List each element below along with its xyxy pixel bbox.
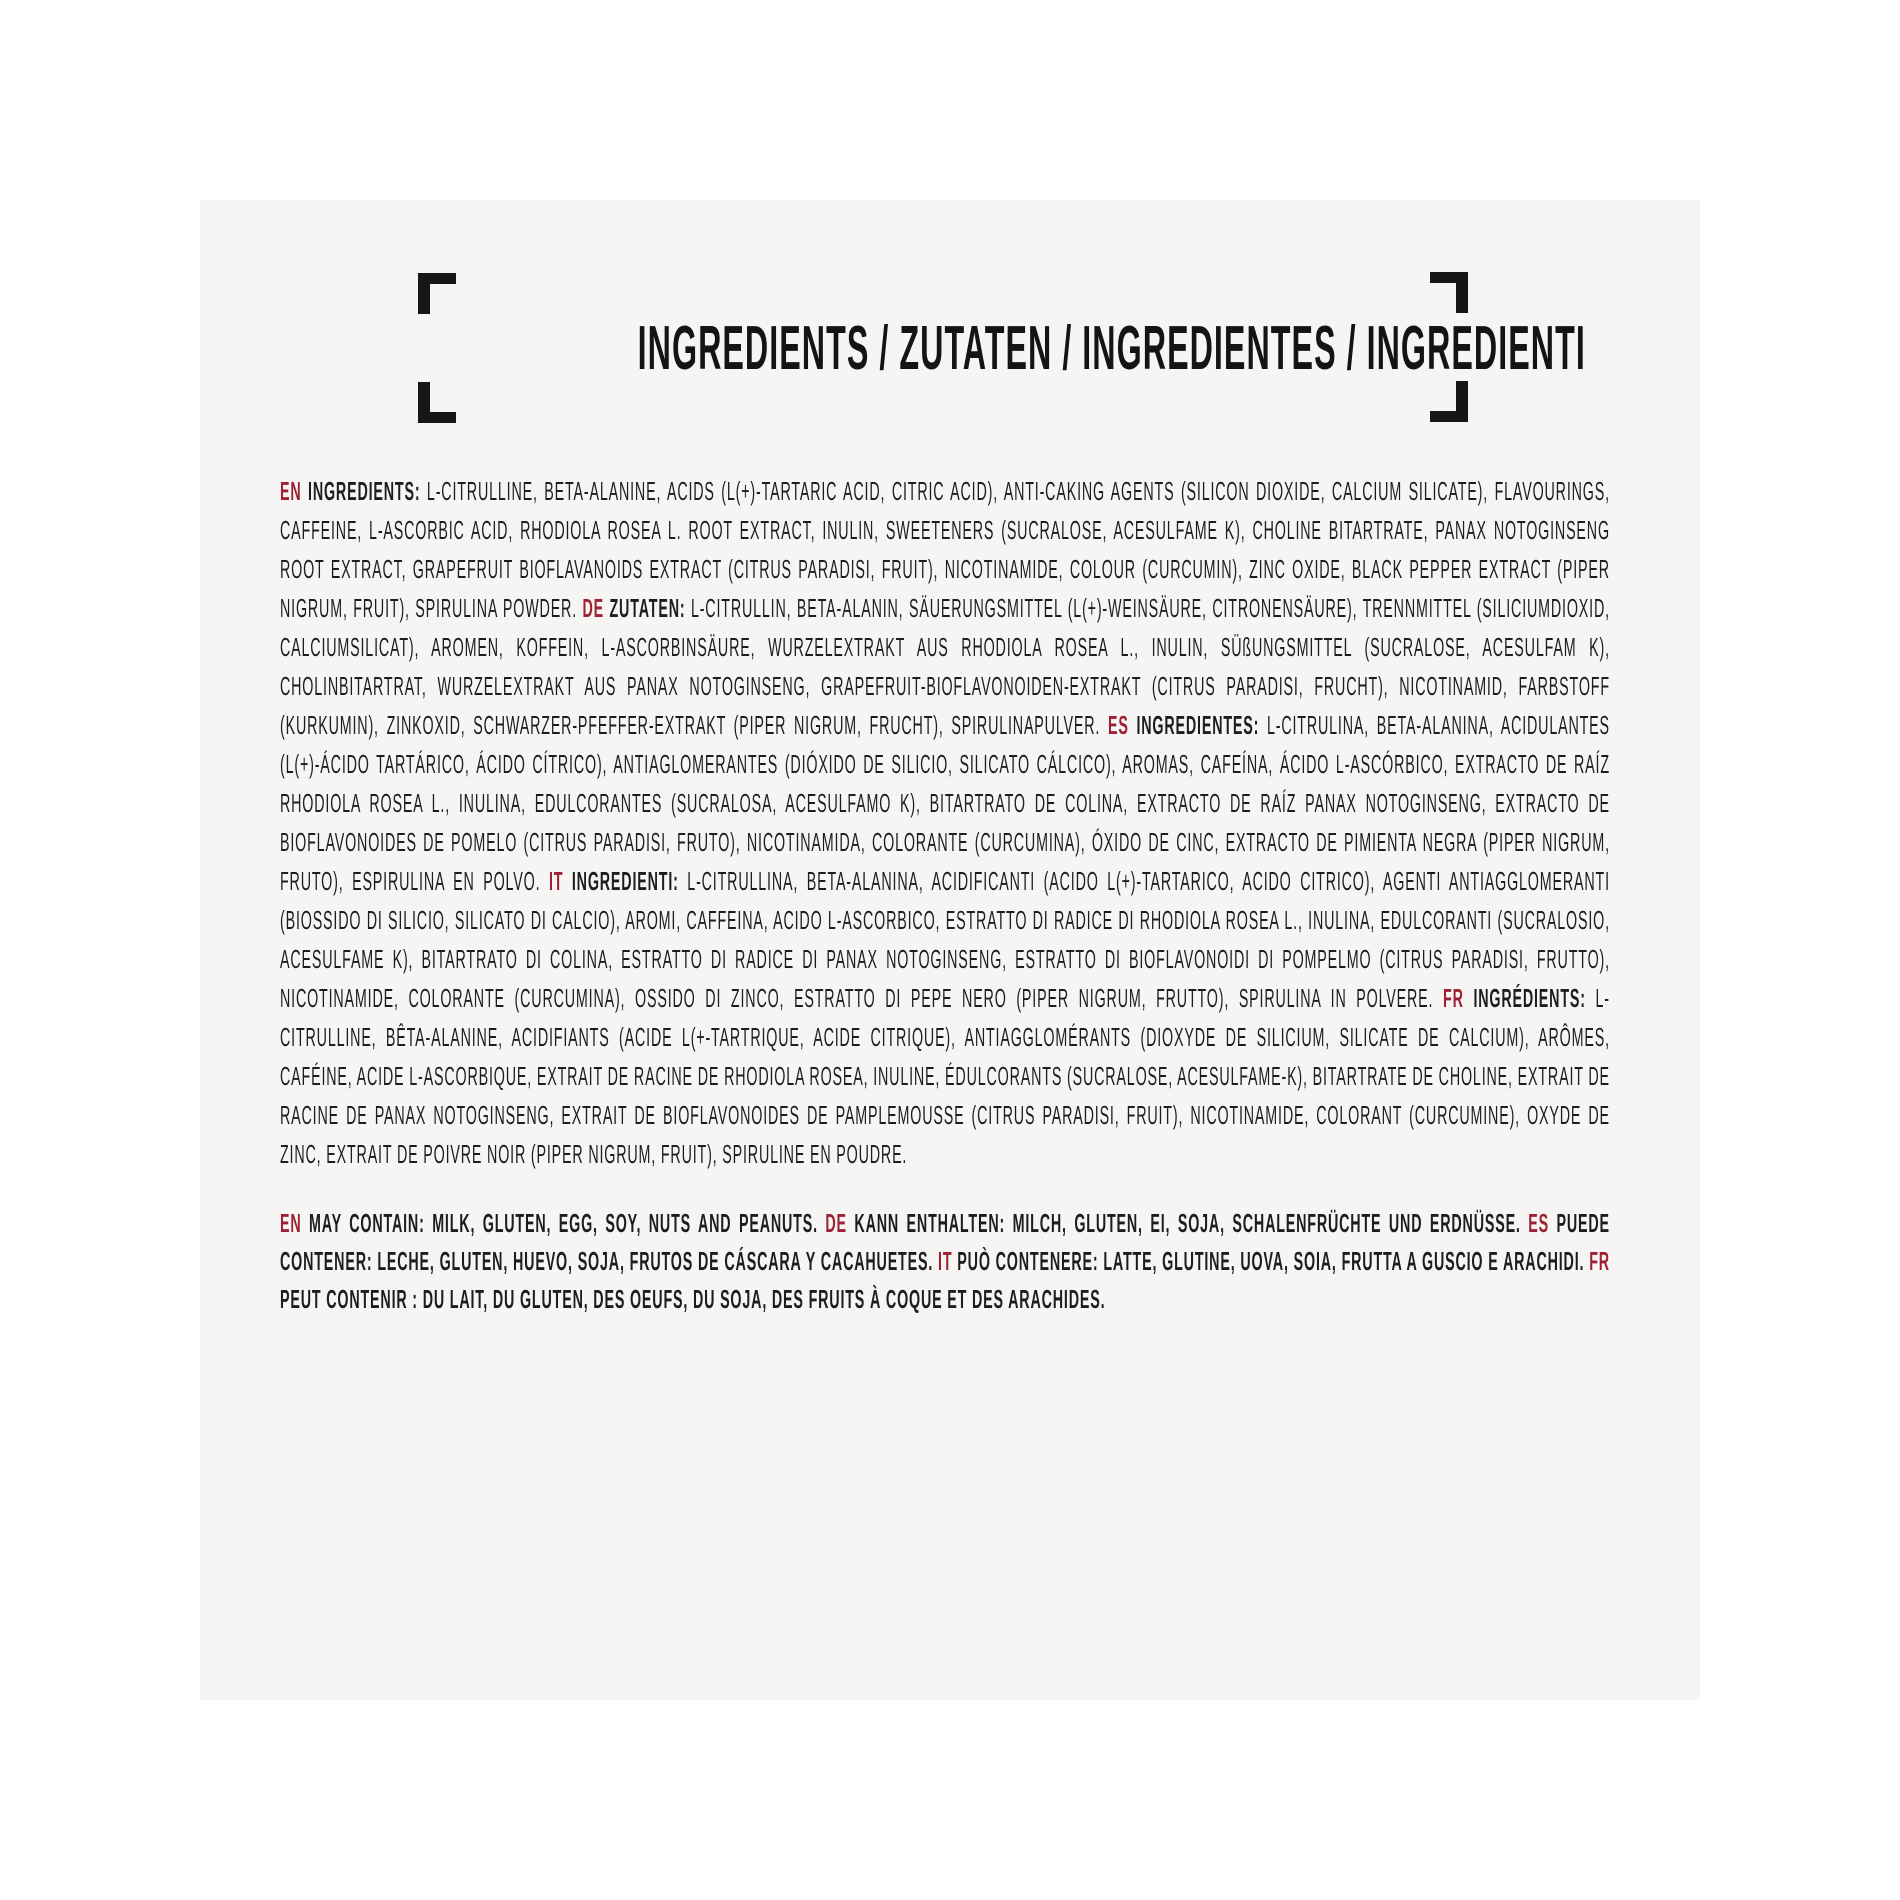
segment-text: PUÒ CONTENERE: LATTE, GLUTINE, UOVA, SOIA, FRUTTA A GUSCIO E ARACHIDI. — [957, 1246, 1590, 1276]
lang-code-de: DE — [582, 593, 605, 623]
page-title: INGREDIENTS / ZUTATEN / INGREDIENTES / INGREDIENTI — [637, 314, 1586, 383]
segment-label: INGRÉDIENTS: — [1473, 983, 1586, 1013]
ingredients-paragraph — [280, 472, 1610, 1174]
segment-label: INGREDIENTS: — [308, 476, 421, 506]
segment-text: L-CITRULLIN, BETA-ALANIN, SÄUERUNGSMITTEL (L(+)-WEINSÄURE, CITRONENSÄURE), TRENNMITTEL (SILICIUMDIOXID, CALCIUMSILICAT), AROMEN, KOFFEIN, L-ASCORBINSÄURE, WURZELEXTRAKT AUS RHODIOLA ROSEA L., INULIN, SÜßUNGSMITTEL (SUCRALOSE, ACESULFAM K), CHOLINBITARTRAT, WURZELEXTRAKT AUS PANAX NOTOGINSENG, GRAPEFRUIT-BIOFLAVONOIDEN-EXTRAKT (CITRUS PARADISI, FRUCHT), NICOTINAMID, FARBSTOFF (KURKUMIN), ZINKOXID, SCHWARZER-PFEFFER-EXTRAKT (PIPER NIGRUM, FRUCHT), SPIRULINAPULVER. — [280, 593, 1610, 740]
segment-label: ZUTATEN: — [609, 593, 686, 623]
lang-code-fr: FR — [1589, 1246, 1610, 1276]
segment-label: INGREDIENTES: — [1136, 710, 1260, 740]
segment-text: L-CITRULLINE, BETA-ALANINE, ACIDS (L(+)-TARTARIC ACID, CITRIC ACID), ANTI-CAKING AGENTS (SILICON DIOXIDE, CALCIUM SILICATE), FLAVOURINGS, CAFFEINE, L-ASCORBIC ACID, RHODIOLA ROSEA L. ROOT EXTRACT, INULIN, SWEETENERS (SUCRALOSE, ACESULFAME K), CHOLINE BITARTRATE, PANAX NOTOGINSENG ROOT EXTRACT, GRAPEFRUIT BIOFLAVANOIDS EXTRACT (CITRUS PARADISI, FRUIT), NICOTINAMIDE, COLOUR (CURCUMIN), ZINC OXIDE, BLACK PEPPER EXTRACT (PIPER NIGRUM, FRUIT), SPIRULINA POWDER. — [280, 476, 1610, 623]
segment-text: L-CITRULLINE, BÊTA-ALANINE, ACIDIFIANTS (ACIDE L(+-TARTRIQUE, ACIDE CITRIQUE), ANTIAGGLOMÉRANTS (DIOXYDE DE SILICIUM, SILICATE DE CALCIUM), ARÔMES, CAFÉINE, ACIDE L-ASCORBIQUE, EXTRAIT DE RACINE DE RHODIOLA ROSEA, INULINE, ÉDULCORANTS (SUCRALOSE, ACESULFAME-K), BITARTRATE DE CHOLINE, EXTRAIT DE RACINE DE PANAX NOTOGINSENG, EXTRAIT DE BIOFLAVONOIDES DE PAMPLEMOUSSE (CITRUS PARADISI, FRUIT), NICOTINAMIDE, COLORANT (CURCUMINE), OXYDE DE ZINC, EXTRAIT DE POIVRE NOIR (PIPER NIGRUM, FRUIT), SPIRULINE EN POUDRE. — [280, 983, 1610, 1169]
lang-code-es: ES — [1528, 1208, 1549, 1238]
segment-label: INGREDIENTI: — [571, 866, 679, 896]
lang-code-it: IT — [938, 1246, 953, 1276]
lang-code-en: EN — [280, 1208, 302, 1238]
ingredients-paragraph-wrap — [280, 472, 1610, 1174]
title-row — [200, 314, 1700, 383]
segment-text: KANN ENTHALTEN: MILCH, GLUTEN, EI, SOJA, SCHALENFRÜCHTE UND ERDNÜSSE. — [854, 1208, 1529, 1238]
segment-text: MAY CONTAIN: MILK, GLUTEN, EGG, SOY, NUTS AND PEANUTS. — [309, 1208, 826, 1238]
lang-code-it: IT — [548, 866, 564, 896]
segment-text: PEUT CONTENIR : DU LAIT, DU GLUTEN, DES OEUFS, DU SOJA, DES FRUITS À COQUE ET DES ARACHIDES. — [280, 1284, 1106, 1314]
lang-code-en: EN — [280, 476, 302, 506]
lang-code-fr: FR — [1443, 983, 1464, 1013]
label-page — [200, 200, 1700, 1700]
lang-code-es: ES — [1107, 710, 1129, 740]
lang-code-de: DE — [825, 1208, 847, 1238]
segment-text: L-CITRULINA, BETA-ALANINA, ACIDULANTES (L(+)-ÁCIDO TARTÁRICO, ÁCIDO CÍTRICO), ANTIAGLOMERANTES (DIÓXIDO DE SILICIO, SILICATO CÁLCICO), AROMAS, CAFEÍNA, ÁCIDO L-ASCÓRBICO, EXTRACTO DE RAÍZ RHODIOLA ROSEA L., INULINA, EDULCORANTES (SUCRALOSA, ACESULFAMO K), BITARTRATO DE COLINA, EXTRACTO DE RAÍZ PANAX NOTOGINSENG, EXTRACTO DE BIOFLAVONOIDES DE POMELO (CITRUS PARADISI, FRUTO), NICOTINAMIDA, COLORANTE (CURCUMINA), ÓXIDO DE CINC, EXTRACTO DE PIMIENTA NEGRA (PIPER NIGRUM, FRUTO), ESPIRULINA EN POLVO. — [280, 710, 1610, 896]
segment-text: PUEDE CONTENER: LECHE, GLUTEN, HUEVO, SOJA, FRUTOS DE CÁSCARA Y CACAHUETES. — [280, 1208, 1610, 1276]
segment-text: L-CITRULLINA, BETA-ALANINA, ACIDIFICANTI (ACIDO L(+)-TARTARICO, ACIDO CITRICO), AGENTI ANTIAGGLOMERANTI (BIOSSIDO DI SILICIO, SILICATO DI CALCIO), AROMI, CAFFEINA, ACIDO L-ASCORBICO, ESTRATTO DI RADICE DI RHODIOLA ROSEA L., INULINA, EDULCORANTI (SUCRALOSIO, ACESULFAME K), BITARTRATO DI COLINA, ESTRATTO DI RADICE DI PANAX NOTOGINSENG, ESTRATTO DI BIOFLAVONOIDI DI POMPELMO (CITRUS PARADISI, FRUTTO), NICOTINAMIDE, COLORANTE (CURCUMINA), OSSIDO DI ZINCO, ESTRATTO DI PEPE NERO (PIPER NIGRUM, FRUTTO), SPIRULINA IN POLVERE. — [280, 866, 1610, 1013]
may-contain-paragraph — [280, 1204, 1610, 1318]
may-contain-paragraph-wrap — [280, 1204, 1610, 1318]
